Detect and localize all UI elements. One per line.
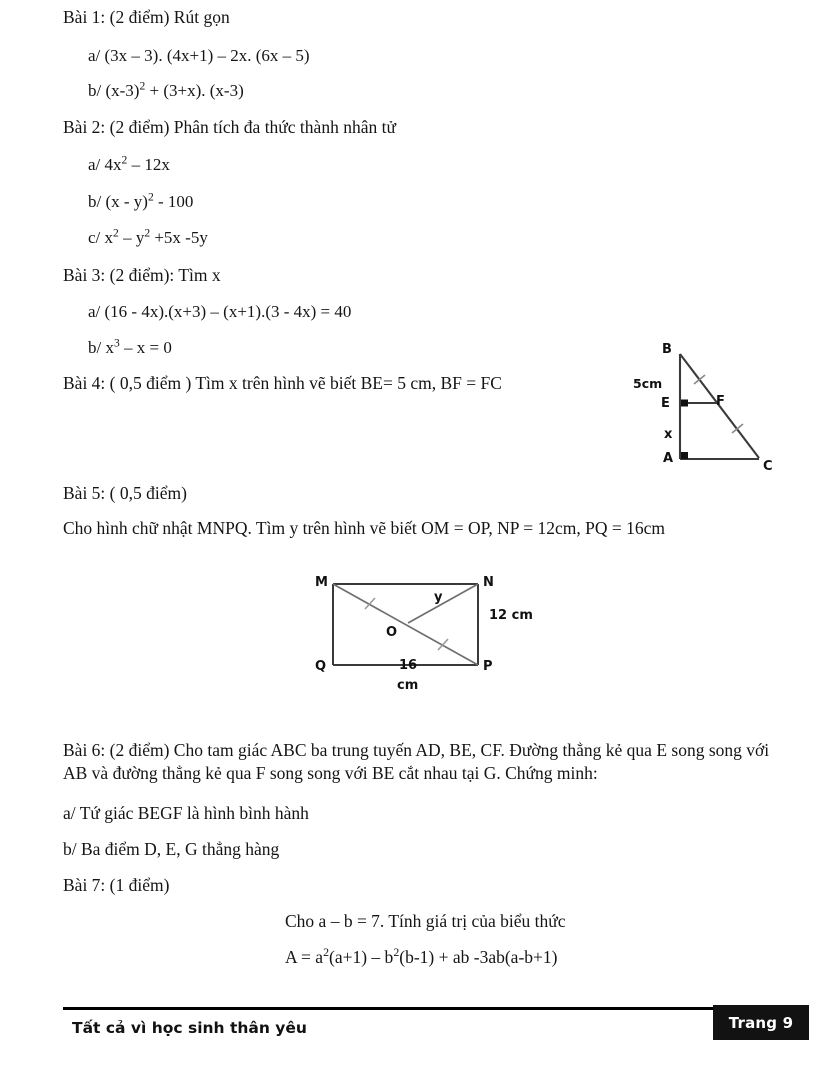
- footer-divider: [63, 1007, 775, 1010]
- exercise-1-item-a: a/ (3x – 3). (4x+1) – 2x. (6x – 5): [88, 46, 310, 65]
- triangle-abc-svg: [620, 335, 820, 485]
- page-number-badge: Trang 9: [713, 1005, 809, 1040]
- figure-rectangle-mnpq: [305, 565, 535, 695]
- exercise-7-line-2: $A = a^2(a+1) - b^2(b-1)$ + ab -3ab(a-b+1): [285, 945, 558, 967]
- exercise-3-item-a: a/ (16 - 4x).(x+3) – (x+1).(3 - 4x) = 40: [88, 302, 352, 321]
- triangle-label-5cm: 5cm: [633, 376, 663, 391]
- rectangle-label-y: y: [434, 590, 443, 605]
- exercise-6-item-b: b/ Ba điểm D, E, G thẳng hàng: [63, 839, 280, 859]
- exercise-6-item-a: a/ Tứ giác BEGF là hình bình hành: [63, 803, 309, 823]
- rectangle-label-O: O: [386, 625, 398, 640]
- footer-motto: Tất cả vì học sinh thân yêu: [72, 1019, 307, 1037]
- right-angle-mark-E: [681, 400, 688, 407]
- triangle-label-B: B: [662, 342, 672, 357]
- figure-triangle-abc: [620, 335, 820, 485]
- right-angle-mark-A: [681, 452, 688, 459]
- rectangle-label-M: M: [315, 575, 328, 590]
- tick-mark-BF: [694, 375, 705, 384]
- exercise-7-line-1: Cho a – b = 7. Tính giá trị của biểu thức: [285, 911, 566, 931]
- triangle-label-C: C: [763, 459, 773, 474]
- exercise-2-item-c: c/ $x^2 - y^2 +5x$ -5y: [88, 226, 208, 247]
- exercise-4-heading: Bài 4: ( 0,5 điểm ) Tìm x trên hình vẽ biết BE= 5 cm, BF = FC: [63, 373, 502, 393]
- rectangle-mnpq-svg: [305, 565, 535, 695]
- rectangle-label-12cm: 12 cm: [489, 608, 533, 623]
- exercise-3-heading: Bài 3: (2 điểm): Tìm x: [63, 265, 221, 285]
- triangle-label-E: E: [661, 396, 670, 411]
- triangle-label-x: x: [664, 427, 673, 442]
- rectangle-label-cm: cm: [397, 678, 419, 693]
- exercise-5-heading: Bài 5: ( 0,5 điểm): [63, 483, 187, 503]
- rectangle-label-16: 16: [399, 658, 418, 673]
- triangle-label-F: F: [716, 394, 725, 409]
- exercise-5-body: Cho hình chữ nhật MNPQ. Tìm y trên hình vẽ biết OM = OP, NP = 12cm, PQ = 16cm: [63, 518, 665, 538]
- rectangle-label-P: P: [483, 659, 493, 674]
- rectangle-label-Q: Q: [315, 659, 327, 674]
- rectangle-label-N: N: [483, 575, 494, 590]
- exercise-2-item-b: b/ (x - y)$^2$ - 100: [88, 190, 194, 211]
- exercise-1-item-b: b/ $(x-3)^2 + (3+x)$. (x-3): [88, 79, 244, 100]
- triangle-label-A: A: [663, 451, 674, 466]
- exercise-1-heading: Bài 1: (2 điểm) Rút gọn: [63, 7, 230, 27]
- exercise-3-item-b: b/ $x^3 - x = 0$: [88, 336, 172, 357]
- exercise-7-heading: Bài 7: (1 điểm): [63, 875, 170, 895]
- exercise-6-heading: Bài 6: (2 điểm) Cho tam giác ABC ba trung tuyến AD, BE, CF. Đường thẳng kẻ qua E song song với AB và đường thẳng kẻ qua F song song với BE cắt nhau tại G. Chứng minh:: [63, 740, 770, 784]
- exercise-2-item-a: a/ $4x^2 - 12x$: [88, 153, 170, 174]
- segment-NO: [408, 584, 478, 623]
- exercise-2-heading: Bài 2: (2 điểm) Phân tích đa thức thành nhân tử: [63, 117, 396, 137]
